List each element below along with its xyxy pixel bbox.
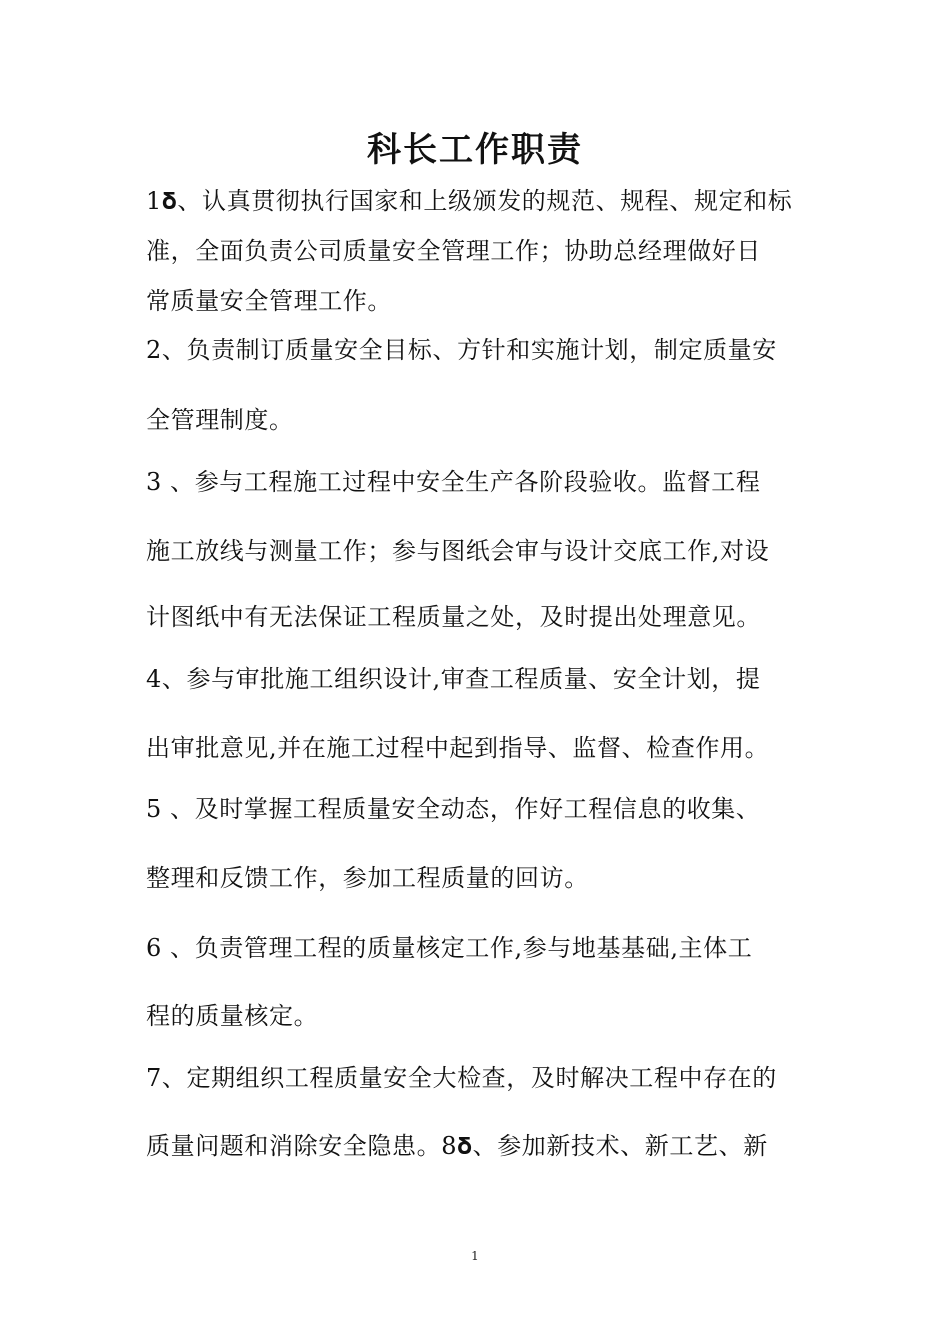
body-line: 2、负责制订质量安全目标、方针和实施计划，制定质量安	[146, 336, 777, 364]
body-line: 3 、参与工程施工过程中安全生产各阶段验收。监督工程	[146, 468, 761, 496]
body-line: 准，全面负责公司质量安全管理工作；协助总经理做好日	[146, 237, 761, 265]
body-line: 常质量安全管理工作。	[146, 287, 392, 315]
body-line: 程的质量核定。	[146, 1002, 319, 1030]
body-line: 7、定期组织工程质量安全大检查，及时解决工程中存在的	[146, 1064, 777, 1092]
body-line: 施工放线与测量工作；参与图纸会审与设计交底工作,对设	[146, 537, 770, 565]
body-line: 计图纸中有无法保证工程质量之处，及时提出处理意见。	[146, 603, 761, 631]
body-line: 出审批意见,并在施工过程中起到指导、监督、检查作用。	[146, 734, 770, 762]
page-number: 1	[471, 1249, 479, 1263]
body-line: 5 、及时掌握工程质量安全动态，作好工程信息的收集、	[146, 795, 761, 823]
body-line: 6 、负责管理工程的质量核定工作,参与地基基础,主体工	[146, 934, 753, 962]
body-line: 整理和反馈工作，参加工程质量的回访。	[146, 864, 589, 892]
page-title: 科长工作职责	[367, 130, 583, 170]
body-line: 质量问题和消除安全隐患。8𝛅、参加新技术、新工艺、新	[146, 1132, 768, 1160]
body-line: 全管理制度。	[146, 406, 294, 434]
body-line: 4、参与审批施工组织设计,审查工程质量、安全计划，提	[146, 665, 761, 693]
body-line: 1𝛅、认真贯彻执行国家和上级颁发的规范、规程、规定和标	[146, 187, 793, 215]
